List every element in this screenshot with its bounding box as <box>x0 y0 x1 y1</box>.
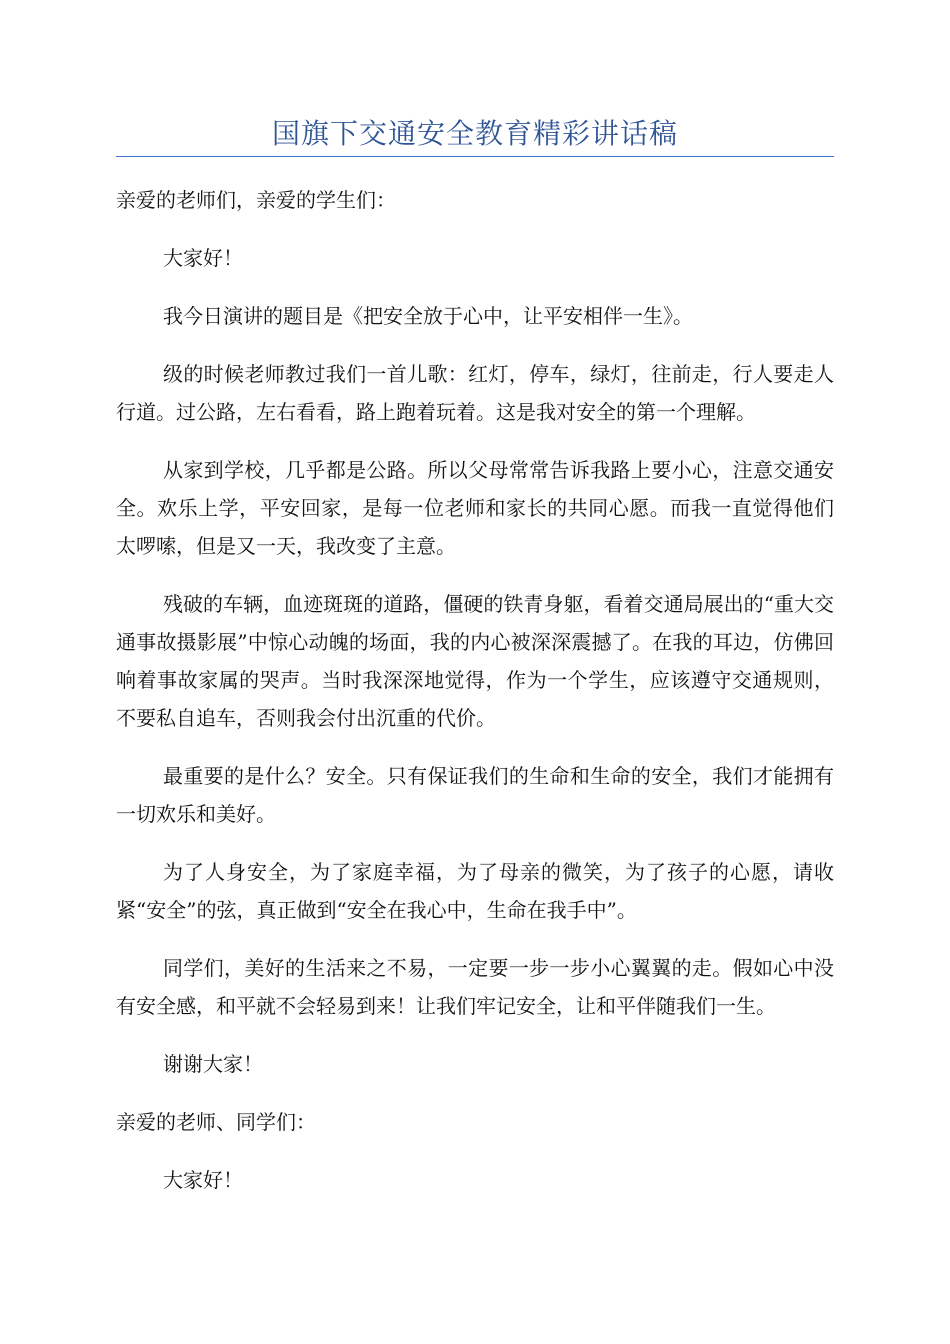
document-page <box>116 0 834 1219</box>
paragraph: 残破的车辆，血迹斑斑的道路，僵硬的铁青身躯，看着交通局展出的“重大交通事故摄影展”中惊心动魄的场面，我的内心被深深震撼了。在我的耳边，仿佛回响着事故家属的哭声。当时我深深地觉得，作为一个学生，应该遵守交通规则，不要私自追车，否则我会付出沉重的代价。 <box>116 592 834 730</box>
document-title: 国旗下交通安全教育精彩讲话稿 <box>271 117 678 150</box>
paragraph: 最重要的是什么？安全。只有保证我们的生命和生命的安全，我们才能拥有一切欢乐和美好。 <box>116 764 834 826</box>
document-body <box>116 181 834 1199</box>
paragraph: 级的时候老师教过我们一首儿歌：红灯，停车，绿灯，往前走，行人要走人行道。过公路，左右看看，路上跑着玩着。这是我对安全的第一个理解。 <box>116 362 834 424</box>
paragraph: 亲爱的老师们，亲爱的学生们： <box>116 188 396 212</box>
paragraph: 大家好！ <box>163 246 243 270</box>
paragraph: 我今日演讲的题目是《把安全放于心中，让平安相伴一生》。 <box>163 304 693 328</box>
title-underline <box>116 156 834 157</box>
paragraph: 为了人身安全，为了家庭幸福，为了母亲的微笑，为了孩子的心愿，请收紧“安全”的弦，真正做到“安全在我心中，生命在我手中”。 <box>116 860 834 922</box>
paragraph: 同学们，美好的生活来之不易，一定要一步一步小心翼翼的走。假如心中没有安全感，和平就不会轻易到来！让我们牢记安全，让和平伴随我们一生。 <box>116 956 834 1018</box>
paragraph: 谢谢大家！ <box>163 1052 263 1076</box>
paragraph: 亲爱的老师、同学们： <box>116 1110 316 1134</box>
paragraph: 大家好！ <box>163 1168 243 1192</box>
paragraph: 从家到学校，几乎都是公路。所以父母常常告诉我路上要小心，注意交通安全。欢乐上学，平安回家，是每一位老师和家长的共同心愿。而我一直觉得他们太啰嗦，但是又一天，我改变了主意。 <box>116 458 834 558</box>
